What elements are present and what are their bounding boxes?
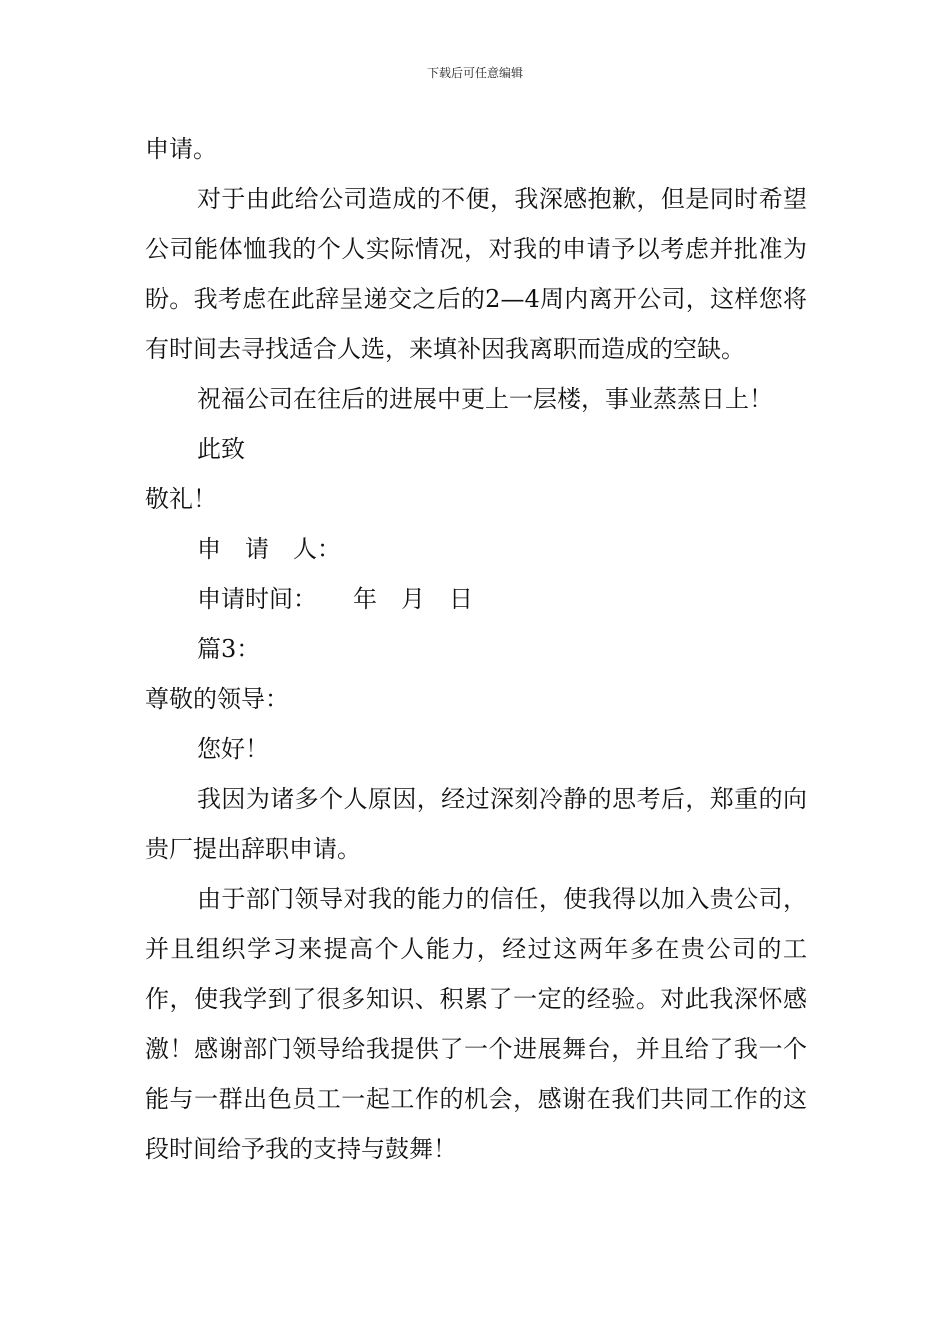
applicant-line: 申 请 人： <box>197 535 341 563</box>
salutation-cizhi: 此致 <box>197 435 245 463</box>
paragraph-closing-fragment: 申请。 <box>145 135 217 163</box>
letter-greeting: 尊敬的领导： <box>145 685 289 713</box>
letter-hello: 您好！ <box>197 735 269 763</box>
page-header-note: 下载后可任意编辑 <box>426 66 523 80</box>
application-date-line: 申请时间： 年 月 日 <box>197 585 473 613</box>
paragraph-apology: 对于由此给公司造成的不便，我深感抱歉，但是同时希望公司能体恤我的个人实际情况，对我的申请予以考虑并批准为盼。我考虑在此辞呈递交之后的2—4周内离开公司，这样您将有时间去寻找适合人选，来填补因我离职而造成的空缺。 <box>145 185 807 363</box>
paragraph-gratitude: 由于部门领导对我的能力的信任，使我得以加入贵公司，并且组织学习来提高个人能力，经过这两年多在贵公司的工作，使我学到了很多知识、积累了一定的经验。对此我深怀感激！感谢部门领导给我提供了一个进展舞台，并且给了我一个能与一群出色员工一起工作的机会，感谢在我们共同工作的这段时间给予我的支持与鼓舞！ <box>145 885 807 1163</box>
salutation-jingli: 敬礼！ <box>145 485 217 513</box>
paragraph-resignation: 我因为诸多个人原因，经过深刻冷静的思考后，郑重的向贵厂提出辞职申请。 <box>145 785 807 863</box>
document-body <box>145 124 807 1174</box>
paragraph-wishes: 祝福公司在往后的进展中更上一层楼，事业蒸蒸日上！ <box>197 385 773 413</box>
section-heading-3: 篇3： <box>197 635 261 663</box>
